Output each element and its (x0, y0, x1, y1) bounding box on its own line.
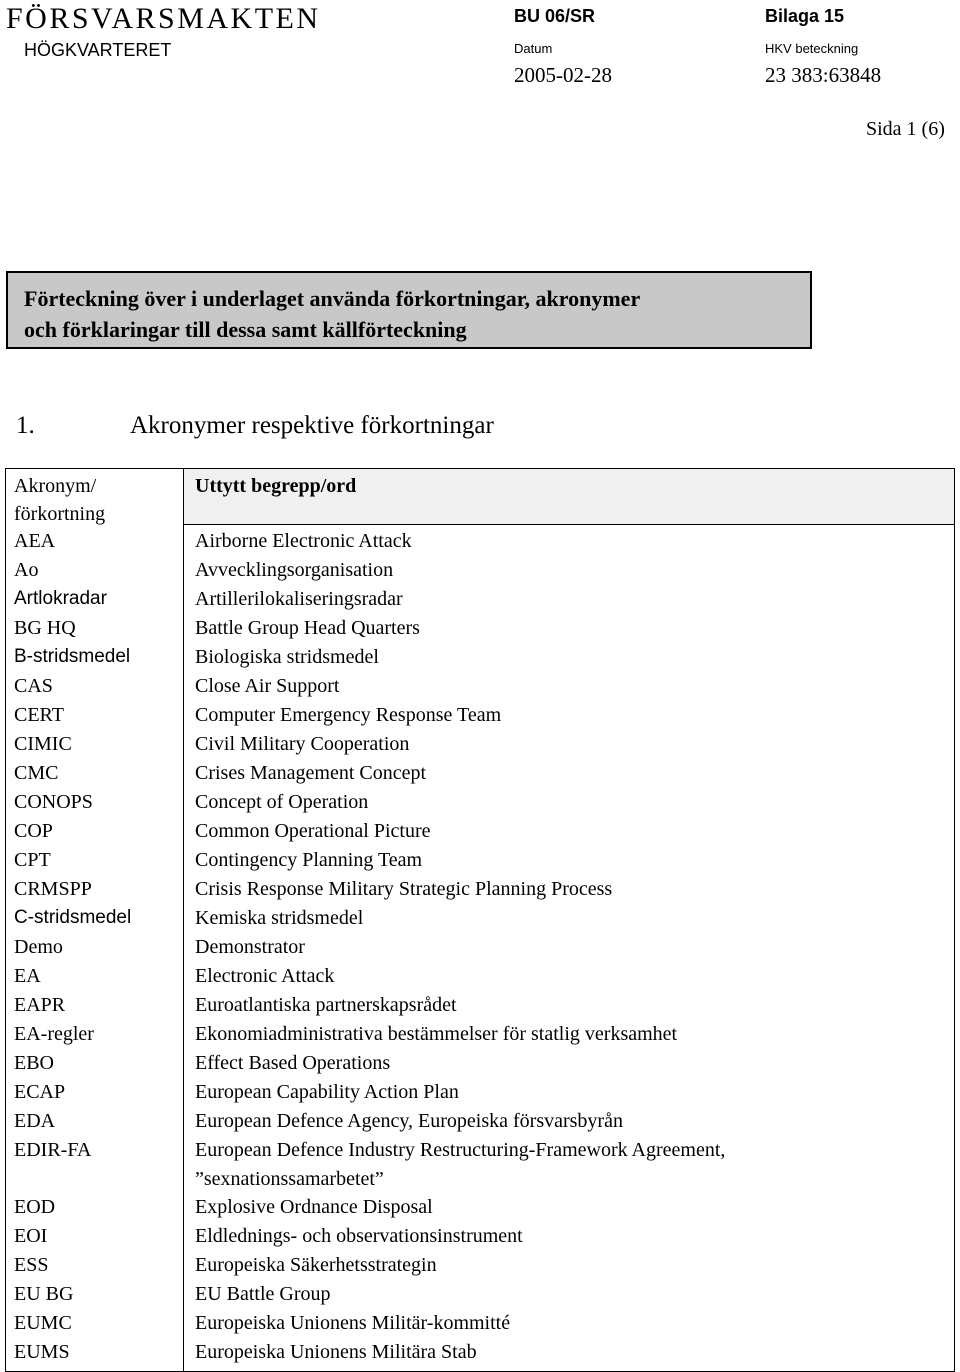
table-row (6, 1254, 954, 1283)
acronym-cell: EU BG (14, 1283, 74, 1305)
table-row (6, 907, 954, 936)
meaning-cell: Crises Management Concept (195, 762, 427, 784)
header-divider (184, 524, 954, 525)
table-row (6, 965, 954, 994)
acronym-cell: Ao (14, 559, 39, 581)
table-row (6, 733, 954, 762)
date-label: Datum (514, 41, 553, 56)
acronym-cell: EA (14, 965, 41, 987)
table-row (6, 617, 954, 646)
acronym-cell: EA-regler (14, 1023, 94, 1045)
meaning-cell: European Defence Agency, Europeiska försvarsbyrån (195, 1110, 623, 1132)
table-row (6, 1312, 954, 1341)
appendix-label: Bilaga 15 (765, 6, 845, 26)
meaning-cell: Europeiska Unionens Militära Stab (195, 1341, 477, 1363)
table-row (6, 849, 954, 878)
acronym-cell: B-stridsmedel (14, 646, 131, 667)
acronym-cell: Artlokradar (14, 588, 107, 609)
meaning-cell: Demonstrator (195, 936, 305, 958)
table-row (6, 1225, 954, 1254)
meaning-cell: Biologiska stridsmedel (195, 646, 379, 668)
reference-label: HKV beteckning (765, 41, 859, 56)
table-row (6, 936, 954, 965)
meaning-cell: Kemiska stridsmedel (195, 907, 364, 929)
table-row (6, 1110, 954, 1139)
title-box (6, 271, 812, 349)
meaning-cell: European Capability Action Plan (195, 1081, 459, 1103)
table-row (6, 1023, 954, 1052)
table-row (6, 1081, 954, 1110)
document-id: BU 06/SR (514, 6, 596, 26)
table-row (6, 1196, 954, 1225)
meaning-cell: Close Air Support (195, 675, 340, 697)
column-header-acronym-line2: förkortning (14, 503, 106, 525)
section-number: 1. (16, 412, 35, 439)
acronym-cell: CMC (14, 762, 59, 784)
meaning-cell: Explosive Ordnance Disposal (195, 1196, 433, 1218)
column-header-meaning: Uttytt begrepp/ord (195, 475, 357, 497)
meaning-cell: Contingency Planning Team (195, 849, 423, 871)
table-row (6, 762, 954, 791)
acronym-cell: ESS (14, 1254, 49, 1276)
title-line-1: Förteckning över i underlaget använda förkortningar, akronymer (24, 286, 641, 311)
meaning-cell: Battle Group Head Quarters (195, 617, 420, 639)
table-row (6, 1283, 954, 1312)
table-row (6, 559, 954, 588)
table-row (6, 1052, 954, 1081)
meaning-cell: Computer Emergency Response Team (195, 704, 502, 726)
table-row (6, 820, 954, 849)
reference-value: 23 383:63848 (765, 63, 882, 87)
meaning-cell: Concept of Operation (195, 791, 369, 813)
acronym-cell: CERT (14, 704, 64, 726)
acronym-cell: EDIR-FA (14, 1139, 92, 1161)
acronym-cell: CAS (14, 675, 53, 697)
meaning-cell: Airborne Electronic Attack (195, 530, 412, 552)
acronym-cell: EUMS (14, 1341, 70, 1363)
acronym-table (5, 468, 955, 1372)
meaning-cell: EU Battle Group (195, 1283, 331, 1305)
meaning-cell: Avvecklingsorganisation (195, 559, 394, 581)
table-row (6, 994, 954, 1023)
meaning-cell: Civil Military Cooperation (195, 733, 410, 755)
acronym-cell: EDA (14, 1110, 56, 1132)
page-number: Sida 1 (6) (866, 118, 945, 140)
acronym-cell: CIMIC (14, 733, 72, 755)
meaning-cell: Ekonomiadministrativa bestämmelser för statlig verksamhet (195, 1023, 678, 1045)
table-row (6, 646, 954, 675)
acronym-cell: AEA (14, 530, 56, 552)
table-row (6, 791, 954, 820)
acronym-cell: ECAP (14, 1081, 66, 1103)
acronym-cell: CONOPS (14, 791, 93, 813)
table-row (6, 1341, 954, 1370)
acronym-cell: CRMSPP (14, 878, 92, 900)
section-title: Akronymer respektive förkortningar (130, 412, 494, 439)
acronym-cell: EOD (14, 1196, 56, 1218)
title-line-2: och förklaringar till dessa samt källförteckning (24, 317, 467, 342)
acronym-cell: EAPR (14, 994, 66, 1016)
table-row (6, 675, 954, 704)
meaning-cell: Crisis Response Military Strategic Planning Process (195, 878, 613, 900)
meaning-cell: European Defence Industry Restructuring-Framework Agreement, (195, 1139, 726, 1161)
date-value: 2005-02-28 (514, 63, 612, 87)
acronym-cell: COP (14, 820, 53, 842)
meaning-cell: Common Operational Picture (195, 820, 431, 842)
unit-name: HÖGKVARTERET (24, 40, 172, 60)
organization-name: FÖRSVARSMAKTEN (6, 2, 321, 35)
acronym-cell: BG HQ (14, 617, 76, 639)
acronym-cell: EBO (14, 1052, 54, 1074)
acronym-cell: C-stridsmedel (14, 907, 132, 928)
table-row (6, 530, 954, 559)
meaning-cell-continued: ”sexnationssamarbetet” (195, 1168, 384, 1190)
column-header-acronym-line1: Akronym/ (14, 475, 97, 497)
acronym-cell: Demo (14, 936, 63, 958)
table-row (6, 878, 954, 907)
meaning-cell: Effect Based Operations (195, 1052, 391, 1074)
acronym-cell: EUMC (14, 1312, 72, 1334)
table-row (6, 588, 954, 617)
meaning-cell: Electronic Attack (195, 965, 335, 987)
meaning-cell: Europeiska Unionens Militär-kommitté (195, 1312, 511, 1334)
meaning-cell: Artillerilokaliseringsradar (195, 588, 403, 610)
acronym-cell: EOI (14, 1225, 48, 1247)
acronym-cell: CPT (14, 849, 51, 871)
meaning-cell: Euroatlantiska partnerskapsrådet (195, 994, 457, 1016)
meaning-cell: Europeiska Säkerhetsstrategin (195, 1254, 437, 1276)
meaning-cell: Eldlednings- och observationsinstrument (195, 1225, 523, 1247)
table-row (6, 1139, 954, 1196)
table-row (6, 704, 954, 733)
